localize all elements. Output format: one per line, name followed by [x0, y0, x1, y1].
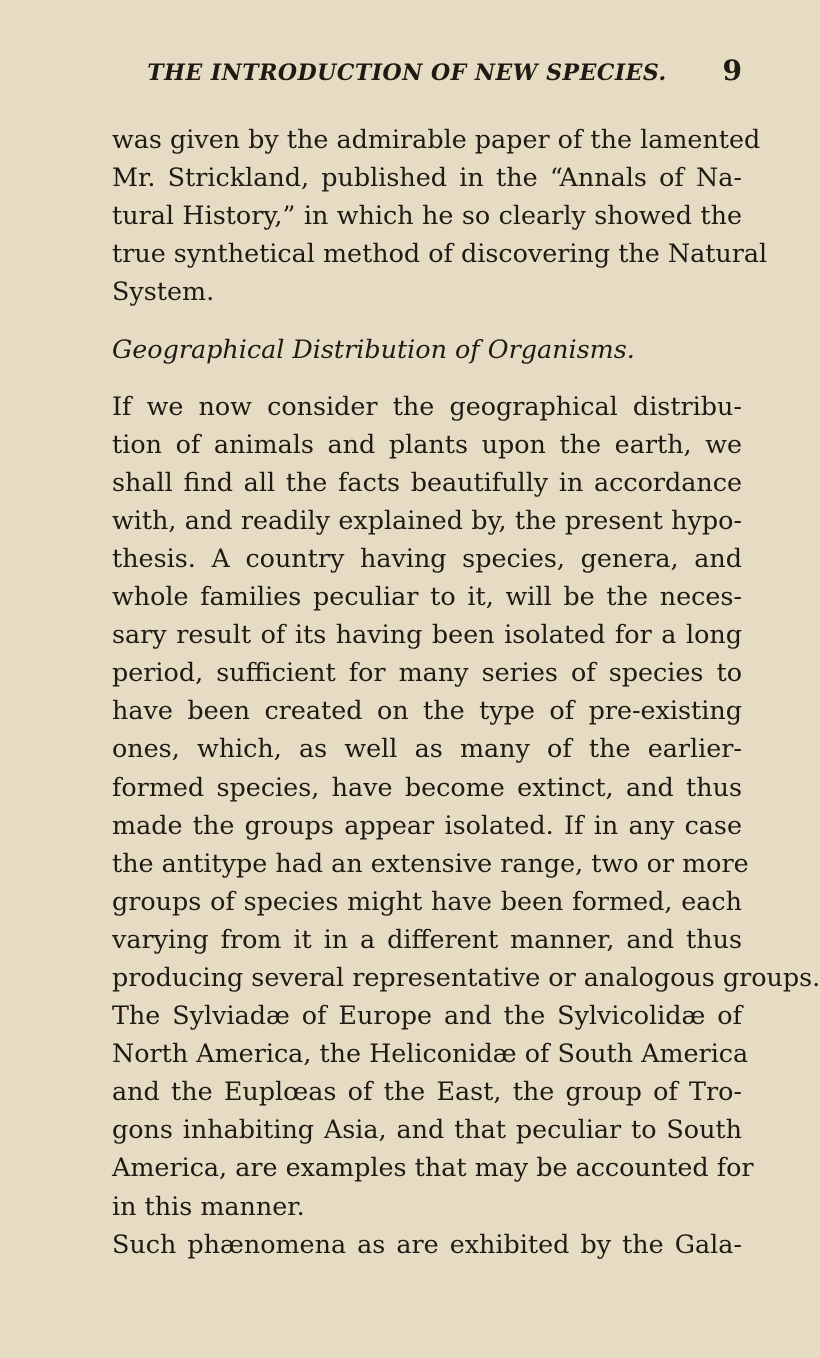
- text-line: System.: [112, 276, 215, 307]
- running-head: [112, 54, 742, 100]
- paragraph-2: [112, 387, 820, 1225]
- text-line: North America, the Heliconidæ of South America: [112, 1038, 749, 1069]
- page-number: 9: [722, 54, 742, 87]
- text-line: true synthetical method of discovering the Natural: [112, 238, 768, 269]
- paragraph-3: [112, 1225, 742, 1263]
- paragraph-1: [112, 120, 768, 310]
- text-line: the antitype had an extensive range, two or more: [112, 847, 749, 878]
- running-head-title: THE INTRODUCTION OF NEW SPECIES.: [147, 60, 667, 86]
- text-line: ones, which, as well as many of the earlier-: [112, 733, 742, 764]
- text-line: in this manner.: [112, 1190, 305, 1221]
- text-line: The Sylviadæ of Europe and the Sylvicolidæ of: [112, 1000, 742, 1031]
- book-page: [0, 54, 820, 1358]
- text-line: made the groups appear isolated. If in any case: [112, 809, 742, 840]
- text-line: with, and readily explained by, the present hypo-: [112, 504, 742, 535]
- text-line: If we now consider the geographical distribu-: [112, 390, 742, 421]
- text-line: was given by the admirable paper of the lamented: [112, 124, 761, 154]
- text-line: Mr. Strickland, published in the “Annals of Na-: [112, 162, 742, 193]
- text-line: have been created on the type of pre-existing: [112, 695, 742, 726]
- body-text: [112, 120, 820, 1263]
- text-line: shall find all the facts beautifully in accordance: [112, 466, 742, 497]
- text-line: varying from it in a different manner, and thus: [112, 923, 742, 954]
- text-line: and the Euplœas of the East, the group of Tro-: [112, 1076, 742, 1107]
- text-line: thesis. A country having species, genera, and: [112, 542, 742, 573]
- text-line: Such phænomena as are exhibited by the Gala-: [112, 1228, 742, 1259]
- text-line: formed species, have become extinct, and thus: [112, 771, 742, 802]
- text-line: America, are examples that may be accounted for: [112, 1152, 754, 1183]
- text-line: sary result of its having been isolated for a long: [112, 619, 742, 650]
- text-line: tural History,” in which he so clearly showed the: [112, 200, 742, 231]
- text-line: gons inhabiting Asia, and that peculiar to South: [112, 1114, 742, 1145]
- text-line: period, sufficient for many series of species to: [112, 657, 742, 688]
- section-heading: Geographical Distribution of Organisms.: [112, 334, 635, 365]
- text-line: tion of animals and plants upon the earth, we: [112, 428, 742, 459]
- text-line: whole families peculiar to it, will be the neces-: [112, 581, 742, 612]
- text-line: producing several representative or analogous groups.: [112, 961, 820, 992]
- text-line: groups of species might have been formed, each: [112, 885, 742, 916]
